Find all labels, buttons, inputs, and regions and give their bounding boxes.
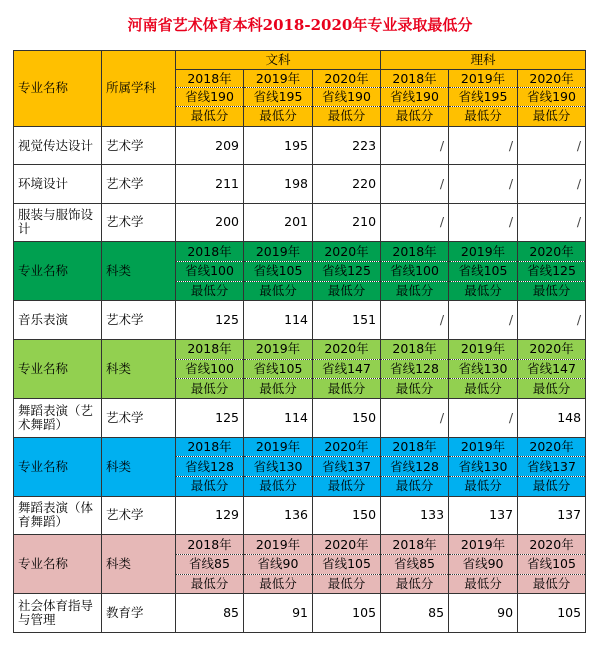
band-type-header: 科类 [102, 437, 176, 496]
min-label: 最低分 [176, 476, 244, 496]
score-cell: / [381, 399, 449, 437]
score-cell: 195 [244, 126, 313, 164]
min-label: 最低分 [244, 574, 313, 594]
subject-name: 艺术学 [102, 203, 176, 241]
score-cell: 133 [381, 496, 449, 534]
score-cell: / [518, 203, 586, 241]
score-cell: 210 [313, 203, 381, 241]
min-label: 最低分 [176, 574, 244, 594]
min-label: 最低分 [176, 107, 244, 127]
major-name: 视觉传达设计 [14, 126, 102, 164]
year-cell: 2020年 [518, 339, 586, 359]
score-cell: 150 [313, 496, 381, 534]
score-cell: 105 [313, 594, 381, 633]
score-cell: 125 [176, 399, 244, 437]
year-cell: 2018年 [176, 535, 244, 555]
min-label: 最低分 [518, 281, 586, 301]
line-cell: 省线190 [313, 88, 381, 107]
line-cell: 省线137 [518, 457, 586, 477]
major-name: 服装与服饰设计 [14, 203, 102, 241]
year-cell: 2019年 [244, 339, 313, 359]
band-type-header: 科类 [102, 242, 176, 301]
min-label: 最低分 [381, 379, 449, 399]
line-cell: 省线100 [176, 261, 244, 281]
score-cell: / [518, 165, 586, 203]
subject-name: 艺术学 [102, 496, 176, 534]
year-cell: 2020年 [518, 437, 586, 457]
line-cell: 省线195 [244, 88, 313, 107]
subject-name: 艺术学 [102, 165, 176, 203]
year-cell: 2018年 [381, 69, 449, 88]
min-label: 最低分 [449, 574, 518, 594]
header-wenke: 文科 [176, 51, 381, 70]
line-cell: 省线190 [518, 88, 586, 107]
score-cell: / [381, 301, 449, 339]
score-cell: 137 [449, 496, 518, 534]
line-cell: 省线137 [313, 457, 381, 477]
min-label: 最低分 [518, 107, 586, 127]
score-cell: 114 [244, 301, 313, 339]
table-row [14, 399, 586, 437]
min-label: 最低分 [313, 574, 381, 594]
line-cell: 省线130 [449, 457, 518, 477]
band-row-years [14, 535, 586, 555]
min-label: 最低分 [381, 281, 449, 301]
year-cell: 2020年 [313, 339, 381, 359]
score-cell: 85 [176, 594, 244, 633]
band-row-years [14, 242, 586, 262]
subject-name: 艺术学 [102, 301, 176, 339]
min-label: 最低分 [176, 379, 244, 399]
year-cell: 2018年 [176, 339, 244, 359]
line-cell: 省线90 [449, 554, 518, 574]
min-label: 最低分 [244, 379, 313, 399]
score-cell: 209 [176, 126, 244, 164]
score-cell: 85 [381, 594, 449, 633]
header-row-categories [14, 51, 586, 70]
header-major: 专业名称 [14, 51, 102, 127]
min-label: 最低分 [244, 107, 313, 127]
score-cell: 201 [244, 203, 313, 241]
min-label: 最低分 [449, 476, 518, 496]
year-cell: 2020年 [518, 535, 586, 555]
line-cell: 省线105 [518, 554, 586, 574]
score-cell: 223 [313, 126, 381, 164]
admission-score-table [13, 50, 586, 633]
line-cell: 省线90 [244, 554, 313, 574]
year-cell: 2020年 [313, 535, 381, 555]
major-name: 舞蹈表演（艺术舞蹈） [14, 399, 102, 437]
year-cell: 2019年 [449, 339, 518, 359]
header-subject: 所属学科 [102, 51, 176, 127]
year-cell: 2020年 [313, 242, 381, 262]
line-cell: 省线105 [244, 359, 313, 379]
min-label: 最低分 [449, 281, 518, 301]
year-cell: 2019年 [449, 535, 518, 555]
band-major-header: 专业名称 [14, 535, 102, 594]
band-row-years [14, 339, 586, 359]
min-label: 最低分 [176, 281, 244, 301]
year-cell: 2018年 [381, 437, 449, 457]
line-cell: 省线100 [381, 261, 449, 281]
year-cell: 2019年 [244, 69, 313, 88]
header-like: 理科 [381, 51, 586, 70]
line-cell: 省线190 [381, 88, 449, 107]
min-label: 最低分 [244, 281, 313, 301]
min-label: 最低分 [313, 281, 381, 301]
band-major-header: 专业名称 [14, 437, 102, 496]
score-cell: / [381, 165, 449, 203]
year-cell: 2019年 [449, 437, 518, 457]
line-cell: 省线128 [381, 457, 449, 477]
major-name: 社会体育指导与管理 [14, 594, 102, 633]
year-cell: 2019年 [244, 535, 313, 555]
table-row [14, 203, 586, 241]
min-label: 最低分 [313, 476, 381, 496]
score-cell: 105 [518, 594, 586, 633]
year-cell: 2018年 [381, 242, 449, 262]
score-cell: / [381, 126, 449, 164]
year-cell: 2020年 [313, 437, 381, 457]
score-cell: / [518, 126, 586, 164]
year-cell: 2019年 [449, 242, 518, 262]
major-name: 舞蹈表演（体育舞蹈） [14, 496, 102, 534]
line-cell: 省线125 [518, 261, 586, 281]
table-row [14, 165, 586, 203]
table-row [14, 301, 586, 339]
min-label: 最低分 [449, 107, 518, 127]
year-cell: 2018年 [176, 69, 244, 88]
line-cell: 省线147 [313, 359, 381, 379]
line-cell: 省线147 [518, 359, 586, 379]
score-cell: / [449, 165, 518, 203]
min-label: 最低分 [381, 107, 449, 127]
min-label: 最低分 [518, 379, 586, 399]
score-cell: 114 [244, 399, 313, 437]
line-cell: 省线125 [313, 261, 381, 281]
year-cell: 2018年 [176, 437, 244, 457]
score-cell: 151 [313, 301, 381, 339]
line-cell: 省线128 [381, 359, 449, 379]
line-cell: 省线195 [449, 88, 518, 107]
line-cell: 省线85 [381, 554, 449, 574]
min-label: 最低分 [313, 107, 381, 127]
score-cell: 150 [313, 399, 381, 437]
year-cell: 2018年 [381, 535, 449, 555]
major-name: 音乐表演 [14, 301, 102, 339]
min-label: 最低分 [449, 379, 518, 399]
year-cell: 2020年 [518, 69, 586, 88]
band-major-header: 专业名称 [14, 242, 102, 301]
year-cell: 2020年 [518, 242, 586, 262]
line-cell: 省线105 [449, 261, 518, 281]
line-cell: 省线128 [176, 457, 244, 477]
min-label: 最低分 [244, 476, 313, 496]
year-cell: 2019年 [244, 242, 313, 262]
score-cell: 125 [176, 301, 244, 339]
band-type-header: 科类 [102, 535, 176, 594]
score-cell: / [518, 301, 586, 339]
year-cell: 2020年 [313, 69, 381, 88]
min-label: 最低分 [381, 476, 449, 496]
major-name: 环境设计 [14, 165, 102, 203]
score-cell: 220 [313, 165, 381, 203]
table-row [14, 496, 586, 534]
line-cell: 省线130 [449, 359, 518, 379]
band-row-years [14, 437, 586, 457]
subject-name: 教育学 [102, 594, 176, 633]
line-cell: 省线100 [176, 359, 244, 379]
subject-name: 艺术学 [102, 399, 176, 437]
score-cell: / [449, 203, 518, 241]
score-cell: 136 [244, 496, 313, 534]
line-cell: 省线85 [176, 554, 244, 574]
score-cell: 90 [449, 594, 518, 633]
score-cell: 129 [176, 496, 244, 534]
band-major-header: 专业名称 [14, 339, 102, 398]
min-label: 最低分 [313, 379, 381, 399]
score-cell: / [381, 203, 449, 241]
score-cell: 148 [518, 399, 586, 437]
score-cell: 198 [244, 165, 313, 203]
score-cell: 91 [244, 594, 313, 633]
line-cell: 省线105 [244, 261, 313, 281]
line-cell: 省线190 [176, 88, 244, 107]
subject-name: 艺术学 [102, 126, 176, 164]
year-cell: 2018年 [381, 339, 449, 359]
score-cell: 137 [518, 496, 586, 534]
score-cell: 211 [176, 165, 244, 203]
band-type-header: 科类 [102, 339, 176, 398]
page-title: 河南省艺术体育本科2018-2020年专业录取最低分 [127, 16, 473, 34]
score-cell: / [449, 399, 518, 437]
table-row [14, 594, 586, 633]
line-cell: 省线130 [244, 457, 313, 477]
min-label: 最低分 [518, 574, 586, 594]
min-label: 最低分 [381, 574, 449, 594]
score-cell: 200 [176, 203, 244, 241]
line-cell: 省线105 [313, 554, 381, 574]
min-label: 最低分 [518, 476, 586, 496]
year-cell: 2018年 [176, 242, 244, 262]
score-cell: / [449, 126, 518, 164]
score-cell: / [449, 301, 518, 339]
table-row [14, 126, 586, 164]
year-cell: 2019年 [244, 437, 313, 457]
year-cell: 2019年 [449, 69, 518, 88]
